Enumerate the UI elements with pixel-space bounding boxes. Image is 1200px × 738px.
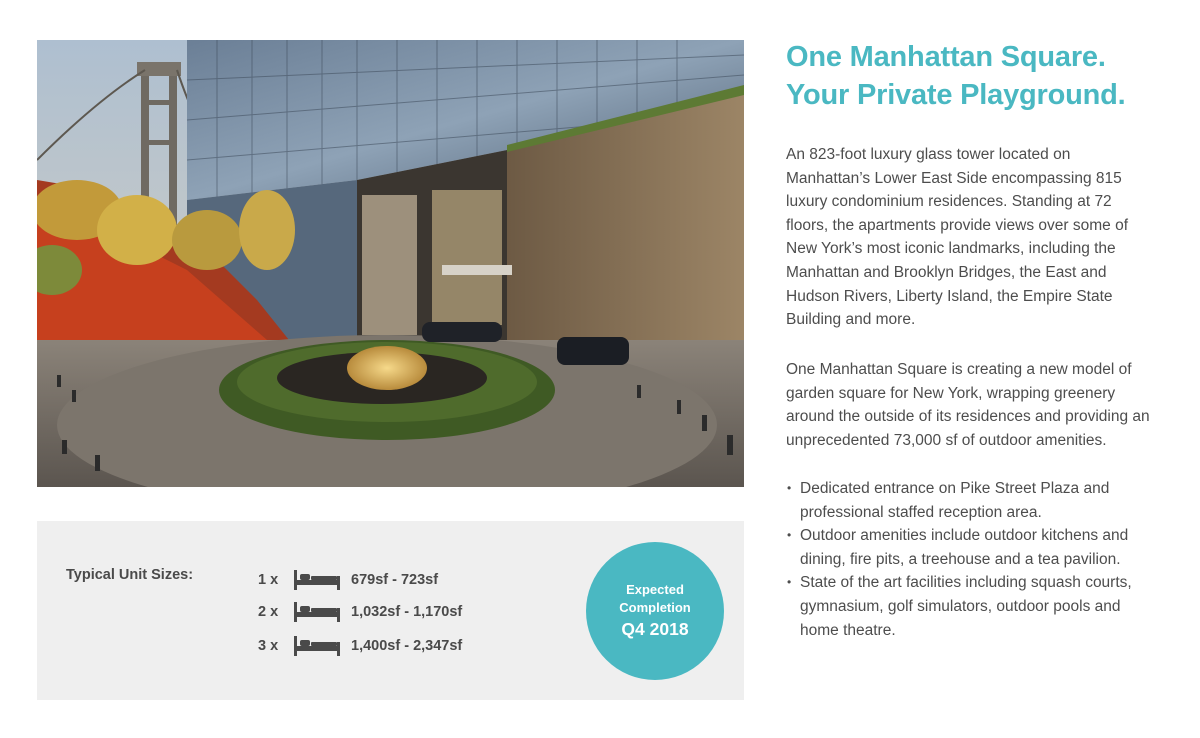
completion-label-1: Expected	[626, 582, 684, 597]
unit-row	[258, 635, 462, 657]
description-paragraph-2: One Manhattan Square is creating a new model of garden square for New York, wrapping greenery around the outside of its residences and providing an unprecedented 73,000 sf of outdoor amenities.	[786, 361, 1150, 449]
bullet-icon: •	[787, 481, 792, 495]
bed-icon	[294, 636, 340, 656]
features-list	[786, 477, 1158, 642]
unit-size: 1,400sf - 2,347sf	[351, 638, 463, 654]
unit-row	[258, 569, 438, 591]
completion-date: Q4 2018	[621, 619, 689, 639]
feature-text: State of the art facilities including squash courts, gymnasium, golf simulators, outdoor pools and home theatre.	[800, 574, 1132, 639]
bullet-icon: •	[787, 528, 792, 543]
list-item	[786, 524, 1158, 571]
unit-size: 679sf - 723sf	[351, 572, 439, 588]
headline-line-2: Your Private Playground.	[786, 79, 1126, 111]
feature-text: Dedicated entrance on Pike Street Plaza and professional staffed reception area.	[800, 480, 1110, 521]
bed-icon	[294, 602, 340, 622]
unit-row	[258, 601, 462, 623]
unit-size: 1,032sf - 1,170sf	[351, 604, 463, 620]
unit-count: 3 x	[258, 638, 279, 654]
list-item	[786, 571, 1158, 642]
headline-line-1: One Manhattan Square.	[786, 41, 1106, 73]
unit-count: 1 x	[258, 572, 279, 588]
headline	[786, 38, 1186, 114]
list-item	[786, 477, 1158, 524]
completion-label-2: Completion	[619, 600, 691, 615]
unit-sizes-panel	[37, 521, 744, 700]
description-paragraph-1: An 823-foot luxury glass tower located on Manhattan’s Lower East Side encompassing 815 luxury condominium residences. Standing at 72 floors, the apartments provide views over some of New York’s most iconic landmarks, including the Manhattan and Brooklyn Bridges, the East and Hudson Rivers, Liberty Island, the Empire State Building and more.	[786, 146, 1129, 329]
completion-badge	[586, 542, 724, 680]
feature-text: Outdoor amenities include outdoor kitchens and dining, fire pits, a treehouse and a tea pavilion.	[800, 527, 1129, 568]
unit-sizes-title: Typical Unit Sizes:	[66, 567, 194, 583]
unit-count: 2 x	[258, 604, 279, 620]
hero-image	[37, 40, 744, 487]
bullet-icon: •	[787, 575, 792, 590]
bed-icon	[294, 570, 340, 590]
